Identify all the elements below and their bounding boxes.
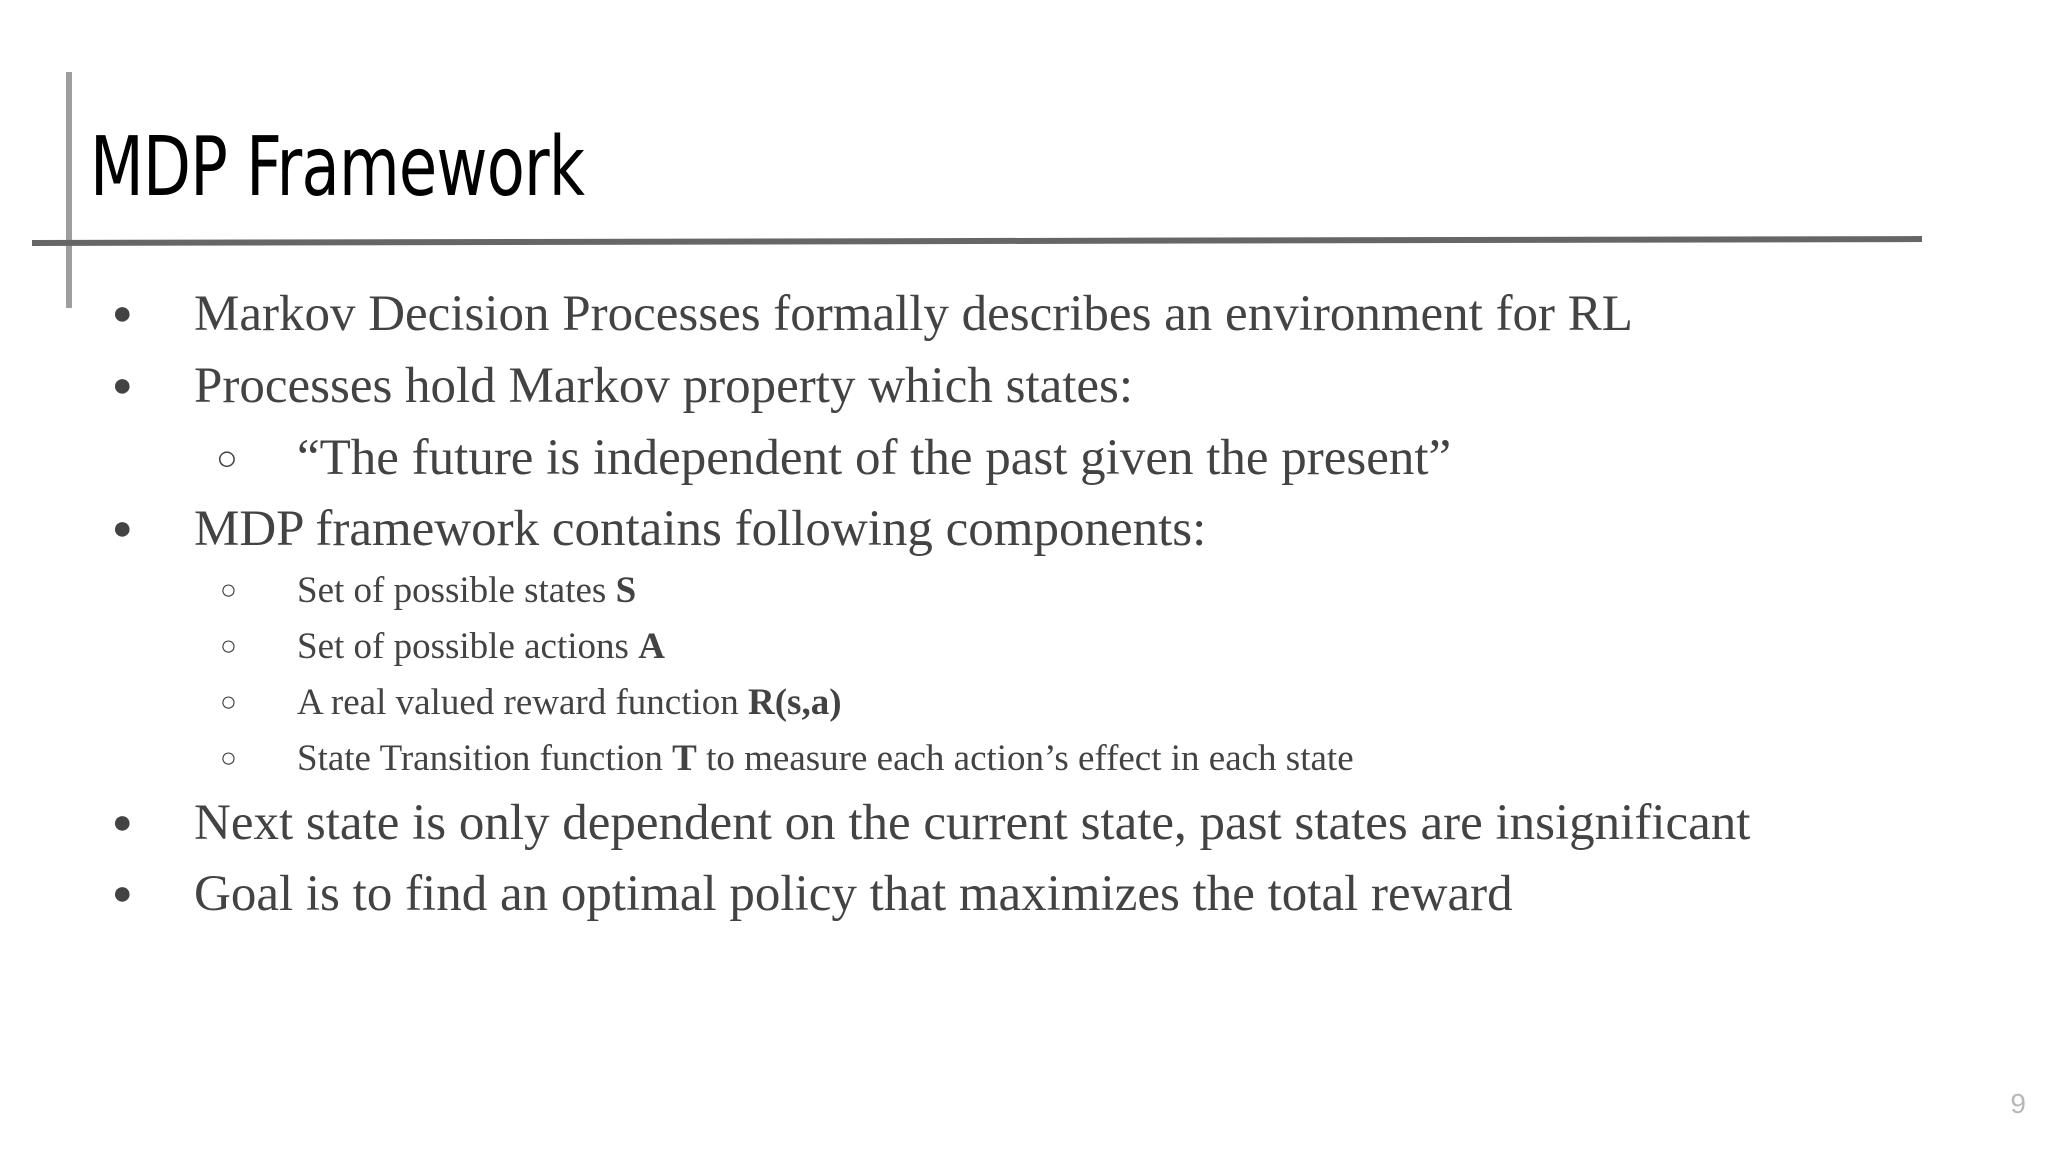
bullet-circle-icon: ○ bbox=[216, 438, 238, 478]
component-symbol: R(s,a) bbox=[748, 682, 842, 723]
bullet-dot-icon: ● bbox=[112, 367, 133, 404]
list-item-text: MDP framework contains following components: bbox=[194, 501, 1207, 557]
bullet-circle-icon: ○ bbox=[220, 631, 237, 662]
list-item-text bbox=[297, 681, 842, 725]
component-symbol: A bbox=[638, 626, 665, 667]
component-label: State Transition function bbox=[297, 738, 673, 779]
component-description: to measure each action’s effect in each state bbox=[696, 738, 1354, 779]
list-item-text: Next state is only dependent on the current state, past states are insignificant bbox=[194, 795, 1751, 851]
component-label: A real valued reward function bbox=[297, 682, 749, 723]
bullet-circle-icon: ○ bbox=[220, 687, 237, 718]
component-symbol: T bbox=[672, 738, 697, 779]
list-item-text: Processes hold Markov property which states: bbox=[194, 358, 1134, 414]
list-item-text: “The future is independent of the past given the present” bbox=[297, 430, 1452, 486]
list-item-text: Markov Decision Processes formally describes an environment for RL bbox=[194, 286, 1633, 342]
list-item-text bbox=[297, 569, 636, 613]
list-item-text bbox=[297, 625, 665, 669]
bullet-circle-icon: ○ bbox=[220, 575, 237, 606]
component-symbol: S bbox=[615, 570, 637, 611]
bullet-dot-icon: ● bbox=[112, 295, 133, 332]
bullet-circle-icon: ○ bbox=[220, 743, 237, 774]
bullet-dot-icon: ● bbox=[112, 804, 133, 841]
component-label: Set of possible states bbox=[297, 570, 616, 611]
bullet-dot-icon: ● bbox=[112, 510, 133, 547]
bullet-dot-icon: ● bbox=[112, 875, 133, 912]
list-item-text: Goal is to find an optimal policy that maximizes the total reward bbox=[194, 866, 1513, 922]
list-item-text bbox=[297, 737, 1354, 781]
slide-title: MDP Framework bbox=[90, 120, 585, 215]
component-label: Set of possible actions bbox=[297, 626, 639, 667]
page-number: 9 bbox=[2010, 1088, 2026, 1119]
